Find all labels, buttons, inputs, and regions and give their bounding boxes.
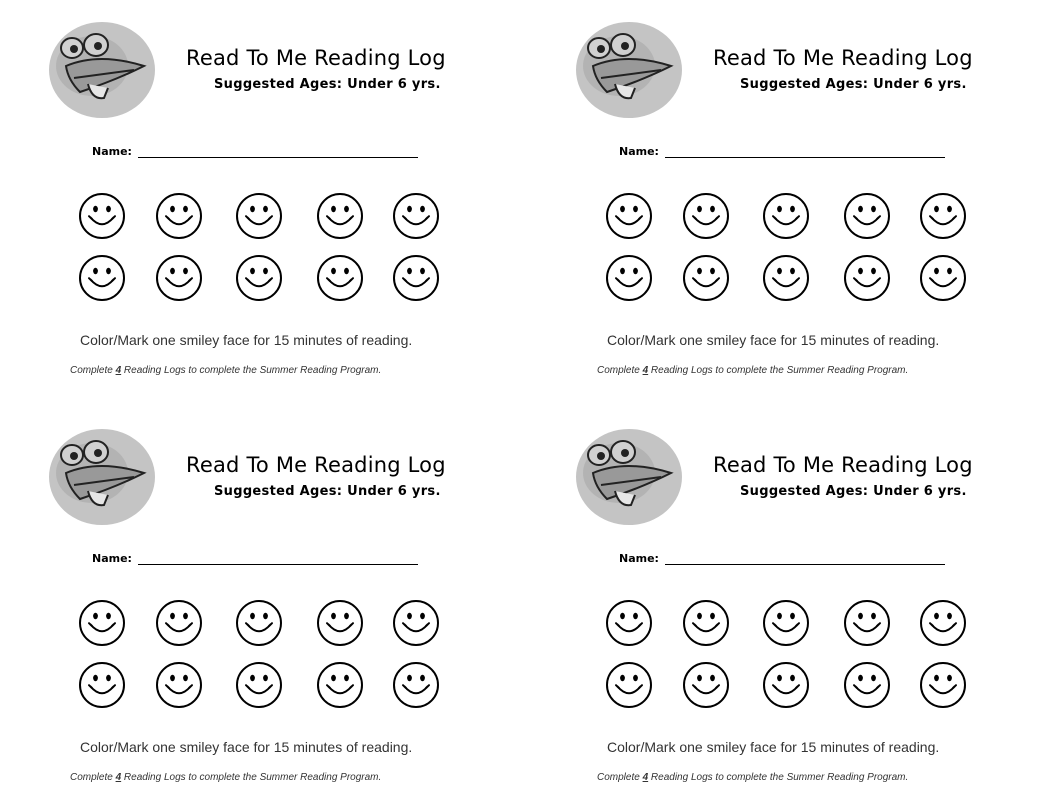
log-subtitle: Suggested Ages: Under 6 yrs.: [740, 77, 967, 92]
required-logs-count: 4: [115, 772, 122, 783]
smiley-face-icon[interactable]: [919, 254, 967, 302]
smiley-face-icon[interactable]: [316, 661, 364, 709]
reading-log-4: [527, 407, 1027, 807]
log-subtitle: Suggested Ages: Under 6 yrs.: [214, 484, 441, 499]
smiley-face-icon[interactable]: [762, 254, 810, 302]
completion-note-suffix: Reading Logs to complete the Summer Reading Program.: [121, 365, 382, 376]
reading-log-1: [0, 0, 500, 400]
completion-note-prefix: Complete: [597, 772, 643, 783]
name-label: Name:: [619, 552, 659, 565]
instruction-text: Color/Mark one smiley face for 15 minutes of reading.: [80, 332, 413, 348]
name-label: Name:: [92, 552, 132, 565]
completion-note: [70, 772, 381, 783]
smiley-face-icon[interactable]: [605, 599, 653, 647]
smiley-face-icon[interactable]: [682, 192, 730, 240]
smiley-face-icon[interactable]: [155, 254, 203, 302]
smiley-face-icon[interactable]: [682, 254, 730, 302]
smiley-face-icon[interactable]: [919, 192, 967, 240]
instruction-text: Color/Mark one smiley face for 15 minutes of reading.: [607, 332, 940, 348]
smiley-face-icon[interactable]: [78, 254, 126, 302]
completion-note: [70, 365, 381, 376]
smiley-face-icon[interactable]: [605, 661, 653, 709]
required-logs-count: 4: [642, 365, 649, 376]
instruction-text: Color/Mark one smiley face for 15 minutes of reading.: [80, 739, 413, 755]
completion-note-prefix: Complete: [70, 772, 116, 783]
instruction-text: Color/Mark one smiley face for 15 minutes of reading.: [607, 739, 940, 755]
smiley-face-icon[interactable]: [78, 192, 126, 240]
name-label: Name:: [92, 145, 132, 158]
log-title: Read To Me Reading Log: [713, 46, 973, 70]
smiley-face-icon[interactable]: [316, 192, 364, 240]
log-title: Read To Me Reading Log: [713, 453, 973, 477]
completion-note: [597, 772, 908, 783]
smiley-face-icon[interactable]: [762, 661, 810, 709]
smiley-face-icon[interactable]: [392, 192, 440, 240]
smiley-face-icon[interactable]: [843, 192, 891, 240]
name-label: Name:: [619, 145, 659, 158]
completion-note-prefix: Complete: [70, 365, 116, 376]
smiley-face-icon[interactable]: [392, 254, 440, 302]
reading-log-3: [0, 407, 500, 807]
smiley-face-icon[interactable]: [392, 599, 440, 647]
log-title: Read To Me Reading Log: [186, 453, 446, 477]
smiley-face-icon[interactable]: [78, 661, 126, 709]
required-logs-count: 4: [642, 772, 649, 783]
smiley-face-icon[interactable]: [78, 599, 126, 647]
completion-note-suffix: Reading Logs to complete the Summer Reading Program.: [121, 772, 382, 783]
completion-note-suffix: Reading Logs to complete the Summer Reading Program.: [648, 772, 909, 783]
required-logs-count: 4: [115, 365, 122, 376]
reading-log-2: [527, 0, 1027, 400]
smiley-face-icon[interactable]: [235, 599, 283, 647]
smiley-face-icon[interactable]: [316, 599, 364, 647]
smiley-face-icon[interactable]: [316, 254, 364, 302]
smiley-face-icon[interactable]: [919, 661, 967, 709]
smiley-face-icon[interactable]: [843, 661, 891, 709]
log-subtitle: Suggested Ages: Under 6 yrs.: [214, 77, 441, 92]
smiley-face-icon[interactable]: [392, 661, 440, 709]
smiley-face-icon[interactable]: [682, 661, 730, 709]
smiley-face-icon[interactable]: [762, 192, 810, 240]
completion-note: [597, 365, 908, 376]
smiley-face-icon[interactable]: [155, 599, 203, 647]
smiley-face-icon[interactable]: [605, 254, 653, 302]
smiley-face-icon[interactable]: [919, 599, 967, 647]
smiley-face-icon[interactable]: [155, 661, 203, 709]
smiley-face-icon[interactable]: [235, 254, 283, 302]
log-title: Read To Me Reading Log: [186, 46, 446, 70]
smiley-face-icon[interactable]: [843, 599, 891, 647]
smiley-face-icon[interactable]: [235, 661, 283, 709]
smiley-face-icon[interactable]: [843, 254, 891, 302]
smiley-face-icon[interactable]: [235, 192, 283, 240]
smiley-face-icon[interactable]: [605, 192, 653, 240]
smiley-face-icon[interactable]: [682, 599, 730, 647]
log-subtitle: Suggested Ages: Under 6 yrs.: [740, 484, 967, 499]
completion-note-suffix: Reading Logs to complete the Summer Reading Program.: [648, 365, 909, 376]
smiley-face-icon[interactable]: [762, 599, 810, 647]
completion-note-prefix: Complete: [597, 365, 643, 376]
smiley-face-icon[interactable]: [155, 192, 203, 240]
